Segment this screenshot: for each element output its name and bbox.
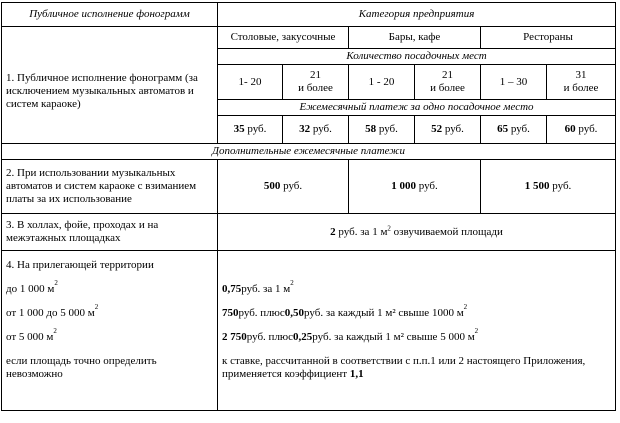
row4-range: от 1 000 до 5 000 м bbox=[6, 307, 95, 319]
row4-value: руб. плюс bbox=[246, 331, 294, 343]
row3-text: озвучиваемой площади bbox=[390, 225, 503, 238]
header-right: Категория предприятия bbox=[218, 3, 616, 27]
price-number: 58 bbox=[365, 123, 377, 135]
seat-range: 21 и более bbox=[415, 65, 481, 100]
price-number: 65 bbox=[497, 123, 509, 135]
price-number: 1 000 bbox=[391, 180, 416, 192]
price-cell bbox=[349, 160, 481, 214]
price-cell bbox=[481, 160, 616, 214]
price-cell bbox=[283, 116, 349, 144]
seat-range: 31 и более bbox=[547, 65, 616, 100]
price-cell bbox=[481, 116, 547, 144]
price-cell bbox=[218, 160, 349, 214]
price-number: 32 bbox=[299, 123, 311, 135]
row3-number: 2 bbox=[330, 225, 336, 238]
row4-value: руб. за 1 м bbox=[241, 283, 291, 295]
price-number: 60 bbox=[564, 123, 576, 135]
row4-last-label: если площадь точно определить невозможно bbox=[6, 355, 157, 380]
price-cell bbox=[218, 116, 283, 144]
price-cell bbox=[415, 116, 481, 144]
price-unit: руб. bbox=[310, 123, 332, 135]
row4-value-bold: 2 750 bbox=[222, 331, 247, 343]
seat-range: 21 и более bbox=[283, 65, 349, 100]
price-unit: руб. bbox=[442, 123, 464, 135]
price-unit: руб. bbox=[549, 180, 572, 192]
row4-value-bold: 0,50 bbox=[284, 307, 305, 319]
row4-labels: 4. На прилегающей территории до 1 000 м 2 от 1 000 до 5 000 м 2 от 5 000 м 2 если площадь точно определить невозможно bbox=[2, 251, 218, 411]
row4-value: руб. за каждый 1 м² свыше 5 000 м bbox=[312, 331, 475, 343]
row4-value-bold: 750 bbox=[222, 307, 239, 319]
category-restaurants: Рестораны bbox=[481, 27, 616, 49]
row4-range: от 5 000 м bbox=[6, 331, 54, 343]
price-number: 52 bbox=[431, 123, 443, 135]
additional-title: Дополнительные ежемесячные платежи bbox=[2, 144, 616, 160]
row4-values: 0,75 руб. за 1 м 2 750 руб. плюс 0,50 руб. за каждый 1 м² свыше 1000 м 2 2 750 руб. плюс 0,25 руб. за каждый 1 м² свыше 5 000 м 2 к ставке, рассчитанной в соответствии с п.п.1 или 2 настоящего Приложения, применяется коэффициент 1,1 bbox=[218, 251, 616, 411]
row4-last-value-bold: 1,1 bbox=[349, 368, 364, 380]
price-unit: руб. bbox=[508, 123, 530, 135]
row3-label: 3. В холлах, фойе, проходах и на межэтажных площадках bbox=[2, 214, 218, 251]
seat-range: 1- 20 bbox=[218, 65, 283, 100]
category-canteens: Столовые, закусочные bbox=[218, 27, 349, 49]
row2-label: 2. При использовании музыкальных автоматов и систем караоке с взиманием платы за их использование bbox=[2, 160, 218, 214]
row4-value: руб. плюс bbox=[238, 307, 285, 319]
row4-title: 4. На прилегающей территории bbox=[6, 259, 154, 271]
row3-text: руб. за 1 м bbox=[335, 225, 388, 238]
monthly-title: Ежемесячный платеж за одно посадочное место bbox=[218, 100, 616, 116]
row4-value: руб. за каждый 1 м² свыше 1000 м bbox=[304, 307, 464, 319]
seats-title: Количество посадочных мест bbox=[218, 49, 616, 65]
header-left: Публичное исполнение фонограмм bbox=[2, 3, 218, 27]
category-bars: Бары, кафе bbox=[349, 27, 481, 49]
price-cell bbox=[547, 116, 616, 144]
seat-range: 1 – 30 bbox=[481, 65, 547, 100]
row1-label: 1. Публичное исполнение фонограмм (за исключением музыкальных автоматов и систем караоке) bbox=[2, 27, 218, 144]
row4-value-bold: 0,25 bbox=[293, 331, 313, 343]
price-cell bbox=[349, 116, 415, 144]
tariff-table bbox=[1, 2, 616, 411]
price-unit: руб. bbox=[575, 123, 598, 135]
seat-range: 1 - 20 bbox=[349, 65, 415, 100]
price-number: 500 bbox=[263, 180, 281, 192]
price-number: 35 bbox=[233, 123, 245, 135]
price-number: 1 500 bbox=[524, 180, 550, 192]
row3-value bbox=[218, 214, 616, 251]
price-unit: руб. bbox=[244, 123, 267, 135]
price-unit: руб. bbox=[280, 180, 303, 192]
row3-superscript: 2 bbox=[387, 223, 391, 232]
row4-value-bold: 0,75 bbox=[222, 283, 242, 295]
row4-range: до 1 000 м bbox=[6, 283, 55, 295]
price-unit: руб. bbox=[376, 123, 398, 135]
row4-last-value-text: к ставке, рассчитанной в соответствии с п.п.1 или 2 настоящего Приложения, применяется коэффициент bbox=[222, 355, 586, 380]
row4-last-value bbox=[222, 355, 611, 381]
price-unit: руб. bbox=[415, 180, 438, 192]
